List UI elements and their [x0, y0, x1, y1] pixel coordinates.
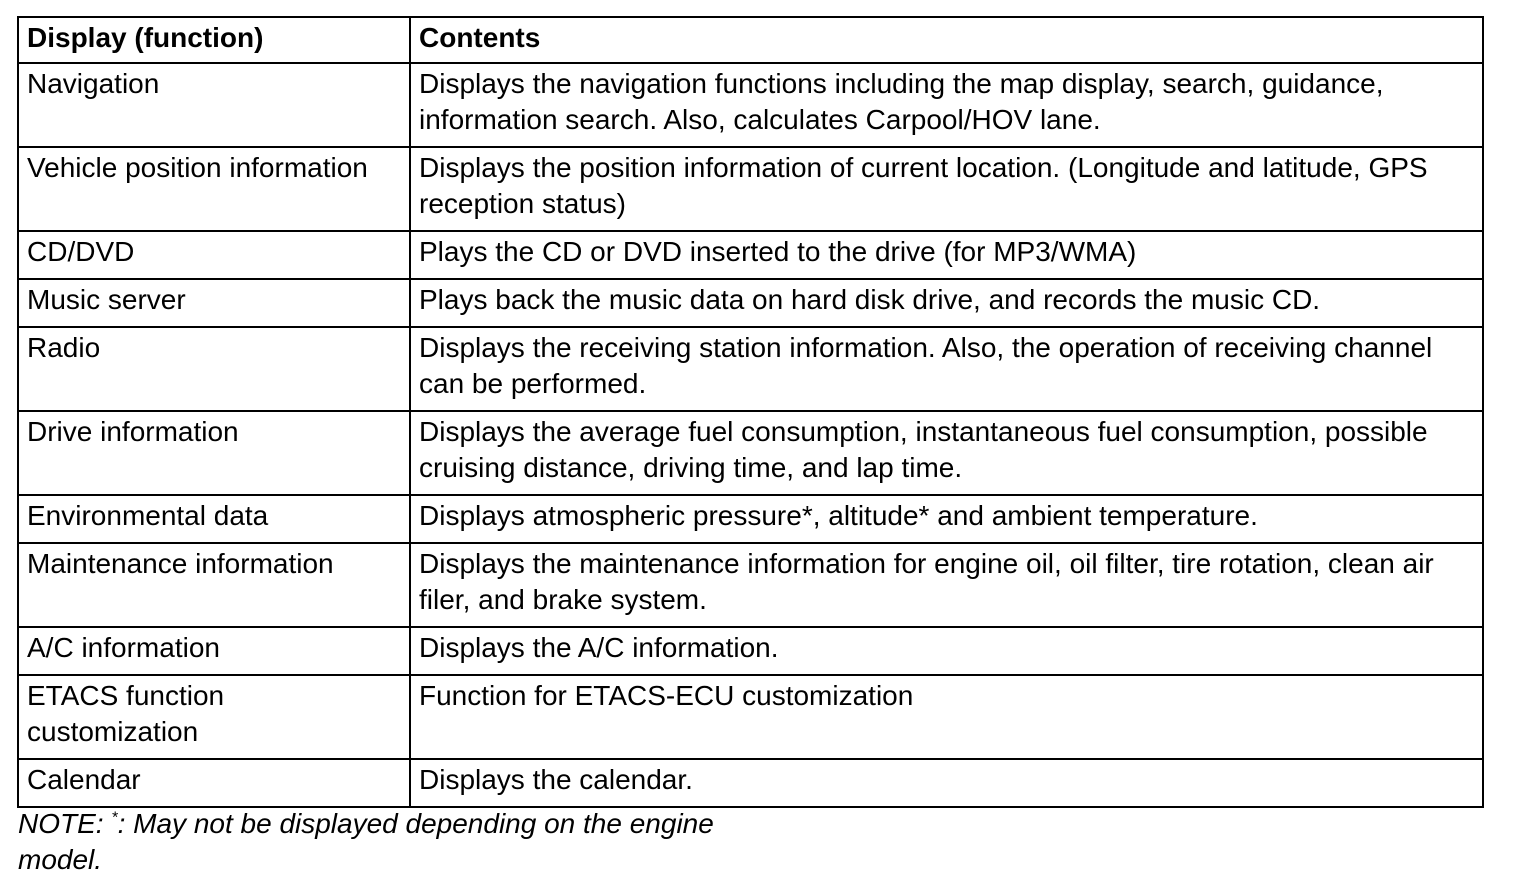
header-display-function: Display (function) — [18, 17, 410, 63]
row-contents-cell: Displays the A/C information. — [410, 627, 1483, 675]
table-row — [18, 279, 1483, 327]
row-contents-cell: Displays the receiving station information. Also, the operation of receiving channel can be performed. — [410, 327, 1483, 411]
row-function-cell: Navigation — [18, 63, 410, 147]
note-text: : May not be displayed depending on the engine model. — [18, 808, 714, 875]
row-function-cell: ETACS function customization — [18, 675, 410, 759]
table-row — [18, 231, 1483, 279]
footnote — [18, 806, 718, 878]
note-marker: * — [111, 809, 118, 827]
table-row — [18, 327, 1483, 411]
table-row — [18, 543, 1483, 627]
row-function-cell: Music server — [18, 279, 410, 327]
table-row — [18, 63, 1483, 147]
table-row — [18, 495, 1483, 543]
note-prefix: NOTE: — [18, 808, 112, 839]
row-contents-cell: Displays the calendar. — [410, 759, 1483, 807]
table-row — [18, 411, 1483, 495]
row-function-cell: CD/DVD — [18, 231, 410, 279]
row-function-cell: A/C information — [18, 627, 410, 675]
table-row — [18, 675, 1483, 759]
row-function-cell: Radio — [18, 327, 410, 411]
row-contents-cell: Displays the navigation functions including the map display, search, guidance, information search. Also, calculates Carpool/HOV lane. — [410, 63, 1483, 147]
row-function-cell: Drive information — [18, 411, 410, 495]
row-contents-cell: Function for ETACS-ECU customization — [410, 675, 1483, 759]
row-contents-cell: Displays the maintenance information for engine oil, oil filter, tire rotation, clean air filer, and brake system. — [410, 543, 1483, 627]
row-contents-cell: Displays the average fuel consumption, instantaneous fuel consumption, possible cruising distance, driving time, and lap time. — [410, 411, 1483, 495]
table-row — [18, 147, 1483, 231]
row-contents-cell: Displays atmospheric pressure*, altitude* and ambient temperature. — [410, 495, 1483, 543]
row-function-cell: Calendar — [18, 759, 410, 807]
table-row — [18, 759, 1483, 807]
table-row — [18, 627, 1483, 675]
row-contents-cell: Plays the CD or DVD inserted to the drive (for MP3/WMA) — [410, 231, 1483, 279]
row-function-cell: Environmental data — [18, 495, 410, 543]
row-function-cell: Vehicle position information — [18, 147, 410, 231]
header-contents: Contents — [410, 17, 1483, 63]
row-contents-cell: Plays back the music data on hard disk drive, and records the music CD. — [410, 279, 1483, 327]
row-function-cell: Maintenance information — [18, 543, 410, 627]
row-contents-cell: Displays the position information of current location. (Longitude and latitude, GPS reception status) — [410, 147, 1483, 231]
table-header-row — [18, 17, 1483, 63]
function-table — [17, 16, 1484, 808]
